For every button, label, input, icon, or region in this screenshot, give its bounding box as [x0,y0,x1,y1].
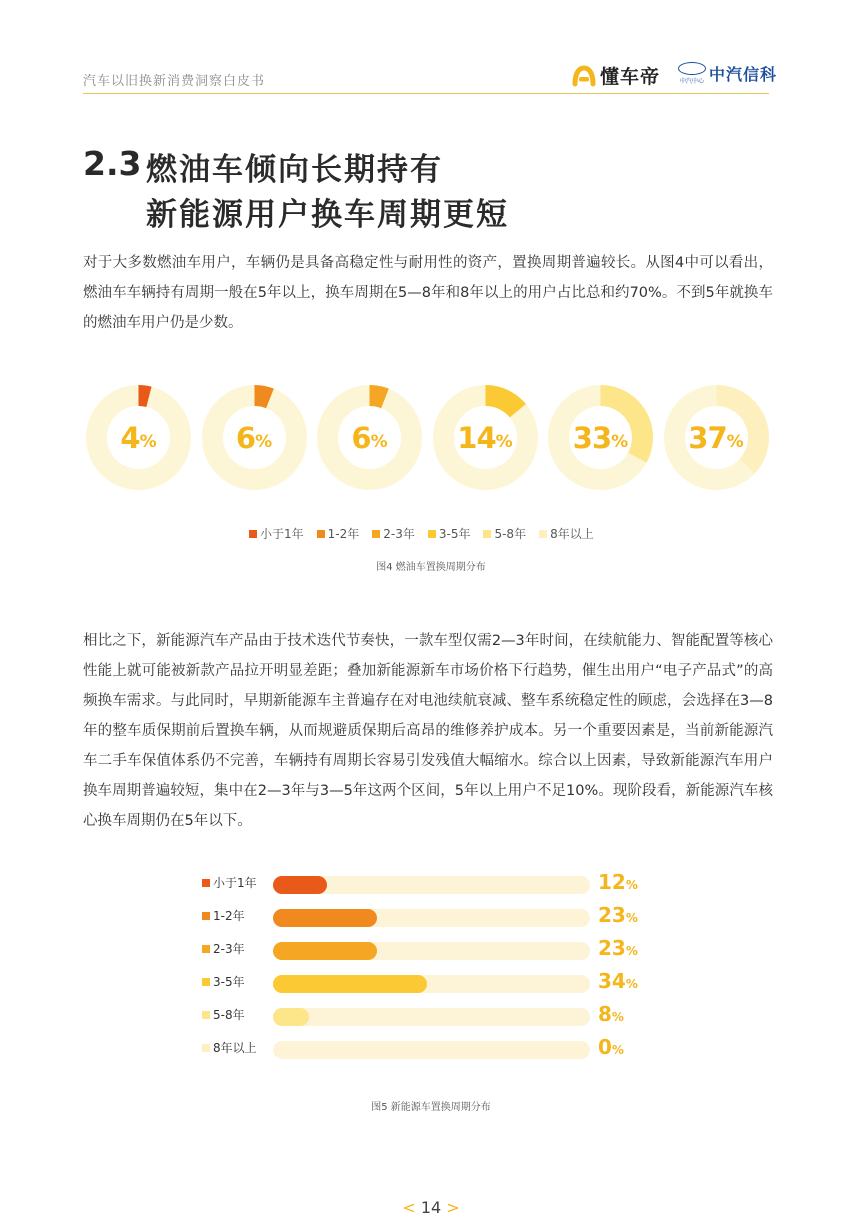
legend-swatch [317,530,325,538]
bar-value-number: 0 [598,1035,612,1059]
body-paragraph-2: 相比之下，新能源汽车产品由于技术迭代节奏快，一款车型仅需2—3年时间，在续航能力、智能配置等核心性能上就可能被新款产品拉开明显差距；叠加新能源新车市场价格下行趋势，催生出用户“电子产品式”的高频换车需求。与此同时，早期新能源车主普遍存在对电池续航衰减、整车系统稳定性的顾虑，会选择在3—8年的整车质保期前后置换车辆，从而规避质保期后高昂的维修养护成本。另一个重要因素是，当前新能源汽车二手车保值体系仍不完善，车辆持有周期长容易引发残值大幅缩水。综合以上因素，导致新能源汽车用户换车周期普遍较短，集中在2—3年与3—5年这两个区间，5年以上用户不足10%。现阶段看，新能源汽车核心换车周期仍在5年以下。 [83,633,773,829]
cata-badge-icon [678,62,706,85]
legend-swatch [372,530,380,538]
donut-value-number: 14 [457,420,496,455]
figure5-caption: 图5 新能源车置换周期分布 [371,1102,491,1113]
donut-1 [83,382,194,493]
dongchedi-logo-icon [572,64,596,88]
page-number: 14 [420,1198,442,1217]
donut-value-unit: % [139,432,157,452]
bar-fill-3 [273,942,377,960]
donut-value-unit: % [611,432,629,452]
bar-value-unit: % [611,1010,624,1024]
donut-value-6 [661,382,772,493]
fuel-car-chart-legend [249,525,607,542]
dongchedi-logo [572,62,660,89]
donut-value-unit: % [726,432,744,452]
legend-label: 8年以上 [550,527,594,541]
bar-fill-4 [273,975,427,993]
bar-row-6 [200,1035,650,1059]
dongchedi-logo-text: 懂车帝 [600,66,661,88]
legend-label: 2-3年 [383,527,415,541]
bar-swatch [202,945,210,953]
bar-fill-5 [273,1008,309,1026]
bar-value-unit: % [625,944,638,958]
figure4-caption: 图4 燃油车置换周期分布 [376,562,486,573]
bar-category-label: 小于1年 [213,876,257,890]
donut-value-number: 37 [688,420,727,455]
donut-value-number: 6 [235,420,256,455]
bar-swatch [202,1011,210,1019]
bar-row-1 [200,870,650,894]
bar-value-3 [598,936,638,960]
next-page-arrow: > [446,1198,460,1217]
body-paragraph-1: 对于大多数燃油车用户，车辆仍是具备高稳定性与耐用性的资产，置换周期普遍较长。从图4中可以看出，燃油车车辆持有周期一般在5年以上，换车周期在5—8年和8年以上的用户占比总和约70%。不到5年就换车的燃油车用户仍是少数。 [83,255,773,331]
section-title-line1: 燃油车倾向长期持有 [146,152,443,188]
bar-value-number: 34 [598,969,626,993]
bar-track [273,975,590,993]
bar-row-5 [200,1002,650,1026]
donut-3 [314,382,425,493]
section-number: 2.3 [83,144,142,183]
cata-badge-sub: 中汽中心 [679,78,704,85]
bar-row-3 [200,936,650,960]
bar-value-number: 12 [598,870,626,894]
legend-swatch [483,530,491,538]
donut-value-number: 6 [351,420,371,455]
legend-item-6 [539,525,594,542]
bar-value-unit: % [625,977,638,991]
bar-category-label: 8年以上 [213,1041,257,1055]
legend-swatch [428,530,436,538]
donut-value-1 [83,382,194,493]
bar-row-4 [200,969,650,993]
cata-logo [678,62,777,85]
donut-4 [430,382,541,493]
bar-track [273,942,590,960]
bar-swatch [202,1044,210,1052]
legend-label: 5-8年 [494,527,527,541]
document-title: 汽车以旧换新消费洞察白皮书 [83,74,266,89]
bar-track [273,876,590,894]
legend-label: 3-5年 [438,527,471,541]
donut-value-number: 4 [120,420,140,455]
header-divider [83,93,769,94]
legend-item-1 [249,525,304,542]
bar-value-unit: % [611,1043,624,1057]
legend-label: 小于1年 [260,527,304,541]
bar-category-label: 2-3年 [213,942,245,956]
page-footer [0,1198,862,1217]
donut-6 [661,382,772,493]
bar-value-number: 23 [598,903,626,927]
bar-value-5 [598,1002,624,1026]
bar-fill-2 [273,909,377,927]
bar-value-number: 8 [598,1002,612,1026]
donut-value-number: 33 [572,420,612,455]
bar-value-number: 23 [598,936,626,960]
donut-2 [199,382,310,493]
donut-value-5 [545,382,656,493]
legend-swatch [539,530,547,538]
bar-track [273,1008,590,1026]
donut-value-unit: % [370,432,388,452]
bar-fill-1 [273,876,327,894]
legend-item-5 [483,525,526,542]
bar-track [273,909,590,927]
bar-value-unit: % [625,878,638,892]
legend-item-3 [372,525,415,542]
bar-swatch [202,912,210,920]
bar-value-2 [598,903,638,927]
donut-value-unit: % [495,432,513,452]
donut-5 [545,382,656,493]
bar-value-unit: % [625,911,638,925]
legend-swatch [249,530,257,538]
section-title-line2: 新能源用户换车周期更短 [146,197,509,233]
bar-track [273,1041,590,1059]
bar-row-2 [200,903,650,927]
legend-label: 1-2年 [327,527,360,541]
bar-value-1 [598,870,638,894]
bar-value-6 [598,1035,624,1059]
bar-swatch [202,978,210,986]
prev-page-arrow: < [402,1198,416,1217]
legend-item-4 [428,525,471,542]
bar-category-label: 5-8年 [213,1008,245,1022]
donut-value-4 [430,382,541,493]
donut-value-2 [199,382,310,493]
bar-category-label: 1-2年 [213,909,245,923]
bar-swatch [202,879,210,887]
bar-category-label: 3-5年 [213,975,245,989]
cata-logo-text: 中汽信科 [709,65,778,84]
donut-value-3 [314,382,425,493]
legend-item-2 [317,525,360,542]
bar-value-4 [598,969,638,993]
donut-value-unit: % [255,432,273,452]
